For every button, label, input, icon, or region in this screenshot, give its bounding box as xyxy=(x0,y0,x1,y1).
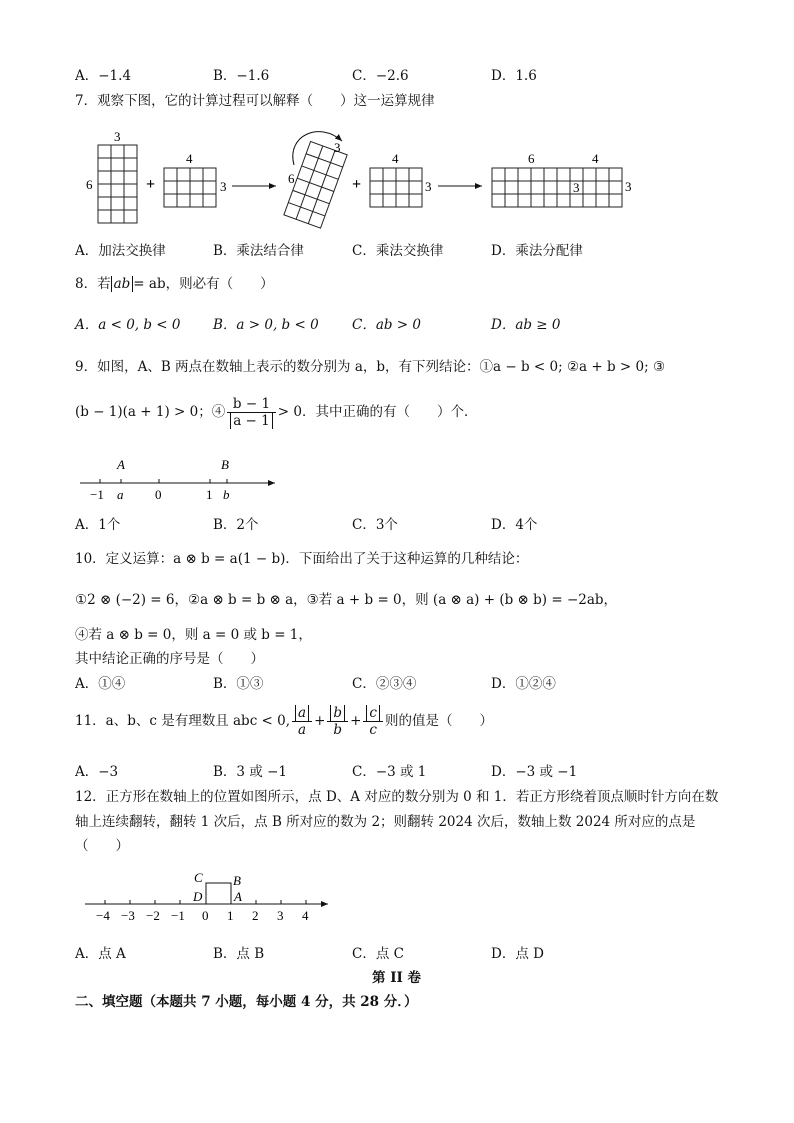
q10-line3: ④若 a ⊗ b = 0，则 a = 0 或 b = 1， xyxy=(75,627,312,643)
q12-line2: 轴上连续翻转，翻转 1 次后，点 B 所对应的数为 2；则翻转 2024 次后，数轴上数 2024 所对应的点是 xyxy=(75,814,696,830)
vertex-label-a: A xyxy=(234,889,242,904)
q12-number-line xyxy=(80,868,340,928)
q9-line2-b: > 0．其中正确的有（ ）个． xyxy=(277,404,478,420)
g4-top-label: 4 xyxy=(392,151,399,166)
point-label-a: A xyxy=(117,457,125,472)
q9-option-a: A．1个 xyxy=(75,517,121,533)
q11-option-b: B．3 或 −1 xyxy=(213,764,287,780)
q10-line2: ①2 ⊗ (−2) = 6，②a ⊗ b = b ⊗ a，③若 a + b = 0，则 (a ⊗ a) + (b ⊗ b) = −2ab， xyxy=(75,592,618,608)
tick-label-2: 2 xyxy=(252,908,259,923)
tick-label-neg3: −3 xyxy=(121,908,135,923)
tick-label-b: b xyxy=(223,487,230,502)
q10-option-c: C．②③④ xyxy=(352,676,417,692)
q11-frac-a-den: a xyxy=(298,722,307,738)
tick-label-neg1: −1 xyxy=(171,908,185,923)
q6-option-c: C．−2.6 xyxy=(352,68,409,84)
q11-plus-1: + xyxy=(314,713,326,729)
q12-option-a: A．点 A xyxy=(75,946,126,962)
tick-label-neg4: −4 xyxy=(96,908,110,923)
tick-label-neg2: −2 xyxy=(146,908,160,923)
plus-sign-1: + xyxy=(146,176,156,193)
vertex-label-d: D xyxy=(193,889,203,904)
g5-mid-label: 3 xyxy=(573,180,580,195)
q9-stem-line1: 9．如图，A、B 两点在数轴上表示的数分别为 a，b，有下列结论：①a − b < 0; ②a + b > 0; ③ xyxy=(75,359,666,375)
q12-option-d: D．点 D xyxy=(491,946,544,962)
q11-option-c: C．−3 或 1 xyxy=(352,764,427,780)
q8-stem-b: = ab，则必有（ ） xyxy=(133,276,274,292)
q8-option-a: A．a < 0, b < 0 xyxy=(75,317,181,333)
q11-plus-2: + xyxy=(350,713,362,729)
q6-option-d: D．1.6 xyxy=(491,68,537,84)
q9-number-line xyxy=(75,455,285,505)
q11-frac-b-num: b xyxy=(330,705,345,721)
q10-option-d: D．①②④ xyxy=(491,676,556,692)
q7-option-c: C．乘法交换律 xyxy=(352,243,444,259)
q10-stem: 10．定义运算：a ⊗ b = a(1 − b)．下面给出了关于这种运算的几种结论： xyxy=(75,551,529,567)
square xyxy=(206,883,231,904)
g2-right-label: 3 xyxy=(220,179,227,194)
q10-option-a: A．①④ xyxy=(75,676,126,692)
tick-label-4: 4 xyxy=(302,908,309,923)
q8-stem xyxy=(75,272,274,292)
q11-frac-c-num: c xyxy=(366,705,380,721)
section-title: 二、填空题（本题共 7 小题，每小题 4 分，共 28 分．） xyxy=(75,994,418,1010)
q12-line3: （ ） xyxy=(75,838,129,854)
q11-frac-b-den: b xyxy=(333,722,343,738)
q8-stem-a: 8．若 xyxy=(75,276,111,292)
vertex-label-b: B xyxy=(233,873,241,888)
q12-option-b: B．点 B xyxy=(213,946,265,962)
q11-frac-c-den: c xyxy=(369,722,377,738)
g5-right-label: 3 xyxy=(625,179,632,194)
q12-option-c: C．点 C xyxy=(352,946,404,962)
tick-label-1: 1 xyxy=(227,908,234,923)
q11-option-d: D．−3 或 −1 xyxy=(491,764,578,780)
tick-label-0: 0 xyxy=(202,908,209,923)
tick-label-a: a xyxy=(117,487,124,502)
q7-figure xyxy=(80,125,640,235)
g2-top-label: 4 xyxy=(186,151,193,166)
q7-option-d: D．乘法分配律 xyxy=(491,243,583,259)
tick-label-0: 0 xyxy=(155,487,162,502)
vertex-label-c: C xyxy=(194,870,203,885)
q7-stem: 7．观察下图，它的计算过程可以解释（ ）这一运算规律 xyxy=(75,93,435,109)
q9-frac-num: b − 1 xyxy=(227,396,276,413)
q11-option-a: A．−3 xyxy=(75,764,119,780)
g5-top-label-6: 6 xyxy=(528,151,535,166)
q6-option-b: B．−1.6 xyxy=(213,68,270,84)
q9-line2-a: (b − 1)(a + 1) > 0；④ xyxy=(75,404,226,420)
g4-right-label: 3 xyxy=(425,179,432,194)
q8-option-c: C．ab > 0 xyxy=(352,317,422,333)
q10-line4: 其中结论正确的序号是（ ） xyxy=(75,651,264,667)
q8-abs-ab: ab xyxy=(111,276,134,292)
q11-stem-a: 11．a、b、c 是有理数且 abc < 0, xyxy=(75,713,291,729)
tick-label-1: 1 xyxy=(206,487,213,502)
g1-top-label: 3 xyxy=(114,129,121,144)
grid-4x3-b xyxy=(370,168,422,207)
q7-option-b: B．乘法结合律 xyxy=(213,243,304,259)
g3-top-label: 3 xyxy=(334,140,341,155)
grid-3x6 xyxy=(98,145,137,223)
q9-option-b: B．2个 xyxy=(213,517,259,533)
tick-label-3: 3 xyxy=(277,908,284,923)
plus-sign-2: + xyxy=(352,176,362,193)
q9-option-d: D．4个 xyxy=(491,517,538,533)
grid-4x3 xyxy=(164,168,216,207)
volume-title: 第 II 卷 xyxy=(372,970,422,986)
grid-10x3 xyxy=(492,168,622,207)
g1-left-label: 6 xyxy=(86,177,93,192)
point-label-b: B xyxy=(221,457,229,472)
q8-option-b: B．a > 0, b < 0 xyxy=(213,317,319,333)
q9-frac-den: a − 1 xyxy=(230,413,273,429)
q7-option-a: A．加法交换律 xyxy=(75,243,166,259)
q9-stem-line2 xyxy=(75,396,477,429)
tick-label-neg1: −1 xyxy=(90,487,104,502)
q11-stem-b: 则的值是（ ） xyxy=(384,713,493,729)
q10-option-b: B．①③ xyxy=(213,676,264,692)
q9-option-c: C．3个 xyxy=(352,517,398,533)
q11-frac-a-num: a xyxy=(295,705,309,721)
q11-stem xyxy=(75,705,493,738)
q6-option-a: A．−1.4 xyxy=(75,68,132,84)
g5-top-label-4: 4 xyxy=(592,151,599,166)
q8-option-d: D．ab ≥ 0 xyxy=(491,317,561,333)
g3-left-label: 6 xyxy=(288,171,295,186)
q12-line1: 12．正方形在数轴上的位置如图所示，点 D、A 对应的数分别为 0 和 1．若正方形绕着顶点顺时针方向在数 xyxy=(75,789,719,805)
